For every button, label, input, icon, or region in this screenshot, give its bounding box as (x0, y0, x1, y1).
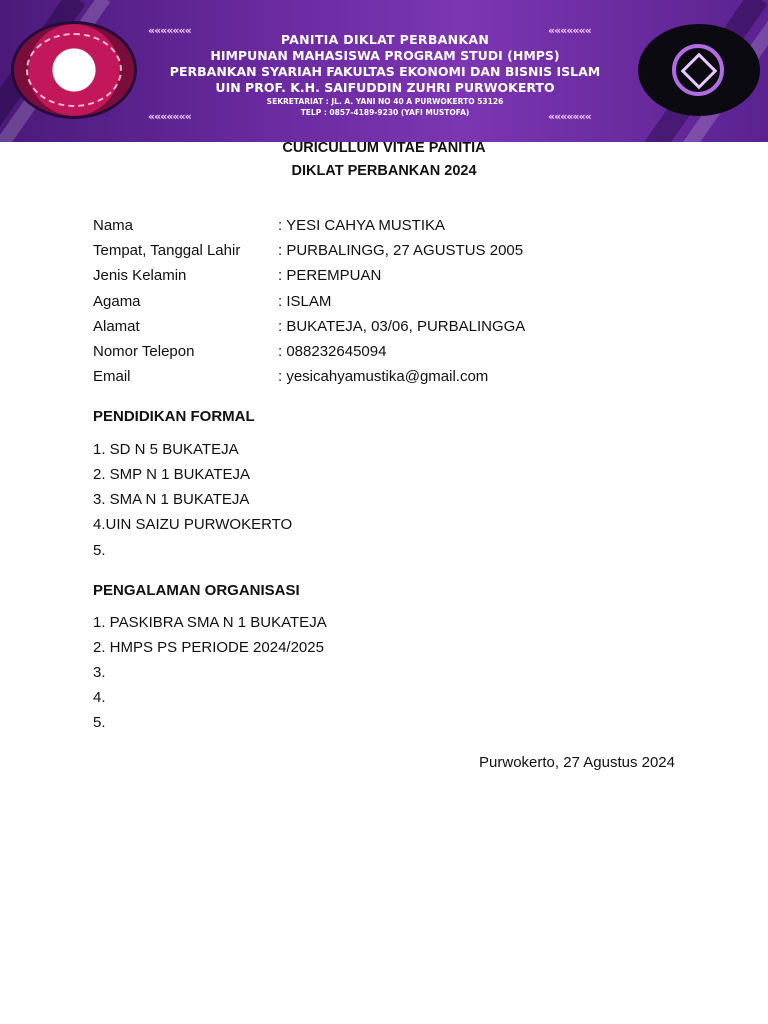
profile-label: Tempat, Tanggal Lahir (93, 242, 241, 259)
header-line-1: PANITIA DIKLAT PERBANKAN (280, 32, 490, 47)
list-item: 4. (93, 689, 106, 706)
profile-value: : ISLAM (278, 293, 332, 310)
document-subtitle: DIKLAT PERBANKAN 2024 (291, 163, 477, 179)
header-line-2: HIMPUNAN MAHASISWA PROGRAM STUDI (HMPS) (210, 48, 560, 63)
chevron-decor: ««««««« (548, 24, 591, 37)
list-item: 5. (93, 542, 106, 559)
header-text (150, 32, 620, 118)
logo-ring (26, 33, 122, 107)
list-item: 1. SD N 5 BUKATEJA (93, 441, 239, 458)
chevron-decor: ««««««« (148, 24, 191, 37)
chevron-decor: ««««««« (548, 110, 591, 123)
signature-place-date: Purwokerto, 27 Agustus 2024 (479, 754, 675, 771)
education-heading: PENDIDIKAN FORMAL (93, 408, 255, 425)
document-title: CURICULLUM VITAE PANITIA (282, 140, 486, 156)
profile-label: Alamat (93, 318, 140, 335)
list-item: 2. SMP N 1 BUKATEJA (93, 466, 250, 483)
list-item: 3. SMA N 1 BUKATEJA (93, 491, 250, 508)
profile-label: Agama (93, 293, 141, 310)
header-address: SEKRETARIAT : JL. A. YANI NO 40 A PURWOKERTO 53126 (266, 97, 504, 106)
profile-label: Nama (93, 217, 134, 234)
organization-heading: PENGALAMAN ORGANISASI (93, 582, 300, 599)
profile-value: : yesicahyamustika@gmail.com (278, 368, 489, 385)
profile-label: Jenis Kelamin (93, 267, 187, 284)
list-item: 3. (93, 664, 106, 681)
header-line-4: UIN PROF. K.H. SAIFUDDIN ZUHRI PURWOKERTO (215, 80, 555, 95)
profile-value: : PURBALINGG, 27 AGUSTUS 2005 (278, 242, 524, 259)
list-item: 1. PASKIBRA SMA N 1 BUKATEJA (93, 614, 327, 631)
list-item: 4.UIN SAIZU PURWOKERTO (93, 516, 293, 533)
profile-value: : YESI CAHYA MUSTIKA (278, 217, 445, 234)
header-phone: TELP : 0857-4189-9230 (YAFI MUSTOFA) (300, 108, 470, 117)
profile-label: Nomor Telepon (93, 343, 195, 360)
profile-label: Email (93, 368, 131, 385)
list-item: 5. (93, 714, 106, 731)
profile-value: : BUKATEJA, 03/06, PURBALINGGA (278, 318, 526, 335)
faculty-logo (14, 24, 134, 116)
header-banner (0, 0, 768, 142)
hmps-logo (638, 24, 760, 116)
profile-value: : 088232645094 (278, 343, 387, 360)
header-line-3: PERBANKAN SYARIAH FAKULTAS EKONOMI DAN BISNIS ISLAM (169, 64, 601, 79)
chevron-decor: ««««««« (148, 110, 191, 123)
profile-value: : PEREMPUAN (278, 267, 382, 284)
list-item: 2. HMPS PS PERIODE 2024/2025 (93, 639, 324, 656)
